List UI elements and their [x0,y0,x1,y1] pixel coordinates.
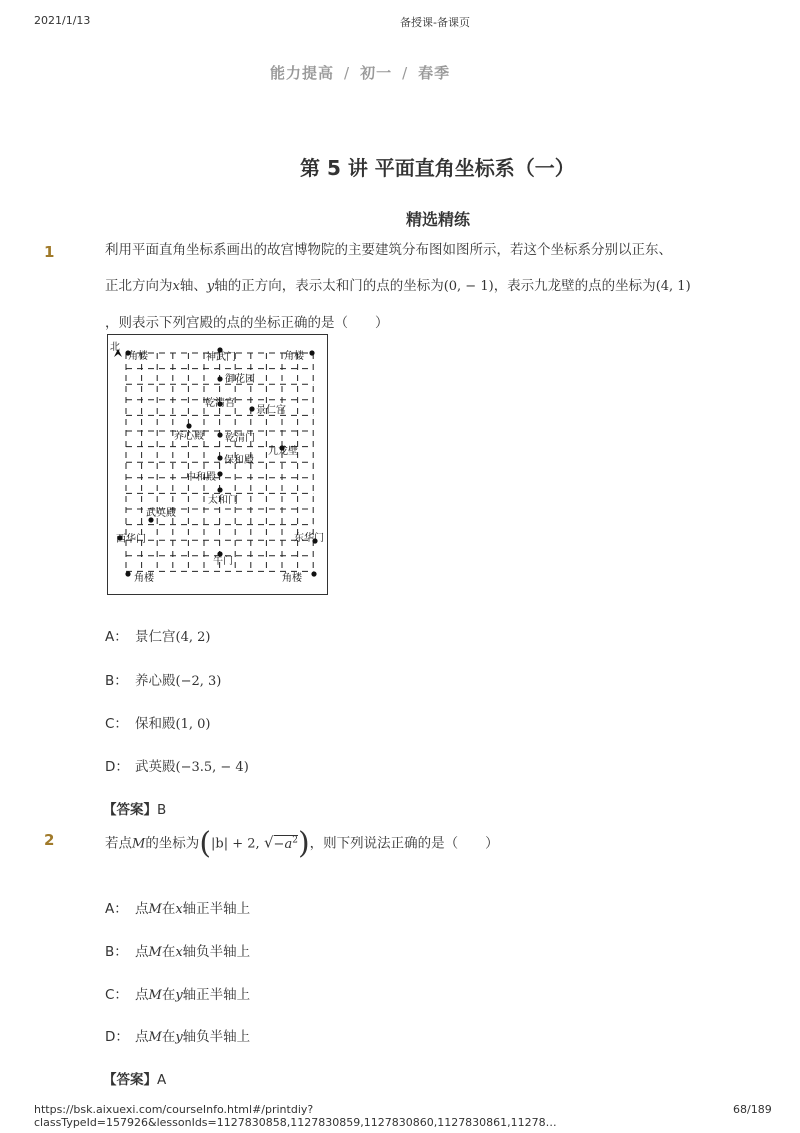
map-label-jiulongbi: 九龙壁 [268,446,298,457]
option-c[interactable]: C： 点M在y轴正半轴上 [105,987,251,1003]
breadcrumb-item[interactable]: 春季 [418,64,451,82]
map-label-jingrengong: 景仁宫 [256,405,286,416]
building-dot [217,487,222,492]
building-dot [186,423,191,428]
print-page-number: 68/189 [733,1103,772,1116]
map-label-north: 北 [110,342,120,353]
map-label-qianqinggong: 乾清宫 [205,398,235,409]
building-dot [217,376,222,381]
breadcrumb-item[interactable]: 能力提高 [270,64,335,82]
map-label-shenwumen: 神武门 [206,352,236,363]
question-line: 利用平面直角坐标系画出的故宫博物院的主要建筑分布图如图所示，若这个坐标系分别以正东、 [105,242,672,258]
map-label-jiaolou: 角楼 [134,573,154,584]
option-b[interactable]: B： 点M在x轴负半轴上 [105,944,251,960]
map-label-donghuamen: 东华门 [294,533,324,544]
option-a[interactable]: A： 点M在x轴正半轴上 [105,901,251,917]
answer-value: B [157,802,167,818]
question-2-text: 若点M的坐标为(|b| + 2, $√-a^2$)，则下列说法正确的是（ ） [105,826,499,861]
question-1-text [105,232,691,341]
map-label-jiaolou: 角楼 [284,351,304,362]
building-dot [217,432,222,437]
answer-line: 【答案】A [103,1072,167,1088]
map-label-yangxindian: 养心殿 [174,431,204,442]
building-dot [217,471,222,476]
map-label-jiaolou: 角楼 [282,573,302,584]
print-url[interactable]: https://bsk.aixuexi.com/courseInfo.html#/printdiy?classTypeId=157926&lessonIds=1127830858,1127830859,1127830860,1127830861,11278… [34,1103,557,1129]
map-label-xihuamen: 西华门 [116,534,146,545]
option-d[interactable]: D： 武英殿(−3.5, − 4) [105,759,249,775]
map-label-qianqingmen: 乾清门 [225,433,255,444]
question-line: ，则表示下列宫殿的点的坐标正确的是（ ） [105,315,389,331]
map-grid [126,353,313,571]
palace-map [108,335,327,594]
map-label-yuhuayuan: 御花园 [225,374,255,385]
building-dot [249,406,254,411]
map-label-baohedian: 保和殿 [224,455,254,466]
option-c[interactable]: C： 保和殿(1, 0) [105,716,211,732]
building-dot [125,571,130,576]
breadcrumb: 能力提高 / 初一 / 春季 [270,64,451,82]
page-title: 第 5 讲 平面直角坐标系（一） [300,156,575,180]
print-page-title: 备授课-备课页 [400,16,470,29]
section-subtitle: 精选精练 [406,210,471,229]
map-label-wuyingdian: 武英殿 [146,508,176,519]
map-label-zhonghedian: 中和殿 [186,472,216,483]
answer-line: 【答案】B [103,802,167,818]
map-label-wumen: 午门 [213,556,233,567]
answer-value: A [157,1072,167,1088]
option-a[interactable]: A： 景仁宫(4, 2) [105,629,211,645]
building-dot [311,571,316,576]
map-label-taihemen: 太和门 [208,495,238,506]
palace-map-figure [107,334,328,595]
building-dot [217,455,222,460]
map-label-jiaolou: 角楼 [128,351,148,362]
question-number: 2 [44,831,55,849]
breadcrumb-item[interactable]: 初一 [360,64,393,82]
option-b[interactable]: B： 养心殿(−2, 3) [105,673,222,689]
building-dot [309,350,314,355]
print-date: 2021/1/13 [34,14,91,27]
question-number: 1 [44,243,55,261]
question-line: 正北方向为x轴、y轴的正方向，表示太和门的点的坐标为(0, − 1)，表示九龙壁的点的坐标为(4, 1) [105,278,691,294]
option-d[interactable]: D： 点M在y轴负半轴上 [105,1029,251,1045]
